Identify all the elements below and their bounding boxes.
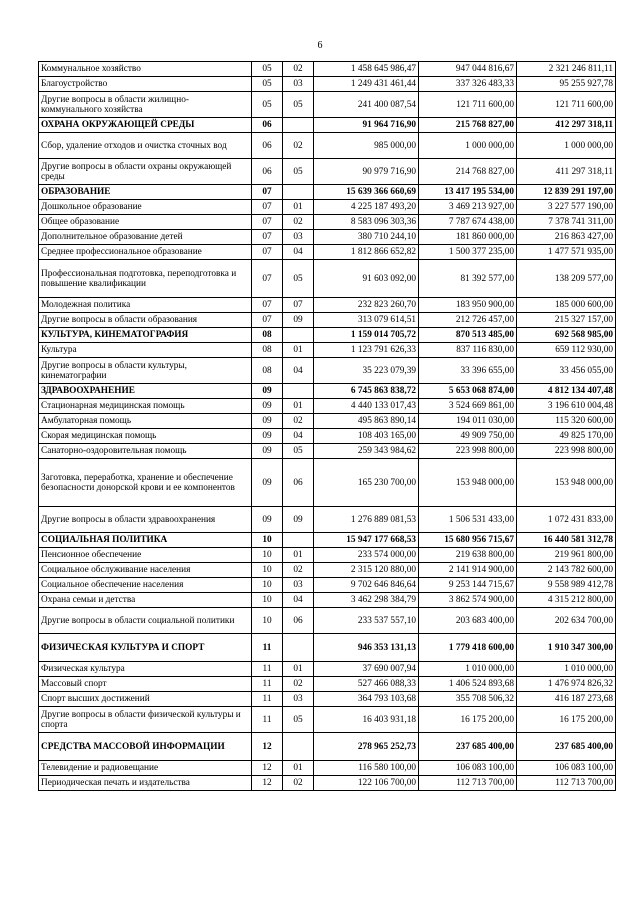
- amount-cell-1: 495 863 890,14: [314, 414, 419, 429]
- row-name-cell: Социальное обслуживание населения: [39, 563, 252, 578]
- amount-cell-1: 313 079 614,51: [314, 313, 419, 328]
- section-code-cell: 07: [252, 245, 283, 260]
- subsection-code-cell: 04: [283, 358, 314, 384]
- amount-cell-3: 1 010 000,00: [517, 662, 616, 677]
- table-row: [39, 313, 616, 328]
- amount-cell-3: 95 255 927,78: [517, 77, 616, 92]
- amount-cell-3: 1 072 431 833,00: [517, 507, 616, 533]
- amount-cell-1: 35 223 079,39: [314, 358, 419, 384]
- section-row: [39, 533, 616, 548]
- section-code-cell: 12: [252, 733, 283, 761]
- section-code-cell: 09: [252, 414, 283, 429]
- row-name-cell: Другие вопросы в области культуры, кинематографии: [39, 358, 252, 384]
- row-name-cell: Санаторно-оздоровительная помощь: [39, 444, 252, 459]
- table-row: [39, 133, 616, 159]
- table-row: [39, 548, 616, 563]
- amount-cell-1: 4 225 187 493,20: [314, 200, 419, 215]
- row-name-cell: Охрана семьи и детства: [39, 593, 252, 608]
- subsection-code-cell: 02: [283, 133, 314, 159]
- amount-cell-2: 106 083 100,00: [419, 761, 517, 776]
- amount-cell-1: 91 603 092,00: [314, 260, 419, 298]
- amount-cell-3: 138 209 577,00: [517, 260, 616, 298]
- table-row: [39, 459, 616, 507]
- table-row: [39, 608, 616, 634]
- row-name-cell: ФИЗИЧЕСКАЯ КУЛЬТУРА И СПОРТ: [39, 634, 252, 662]
- amount-cell-2: 947 044 816,67: [419, 62, 517, 77]
- subsection-code-cell: 05: [283, 260, 314, 298]
- row-name-cell: Другие вопросы в области физической культуры и спорта: [39, 707, 252, 733]
- subsection-code-cell: [283, 118, 314, 133]
- subsection-code-cell: 04: [283, 593, 314, 608]
- row-name-cell: Спорт высших достижений: [39, 692, 252, 707]
- amount-cell-1: 8 583 096 303,36: [314, 215, 419, 230]
- section-code-cell: 11: [252, 677, 283, 692]
- amount-cell-1: 1 159 014 705,72: [314, 328, 419, 343]
- subsection-code-cell: [283, 384, 314, 399]
- amount-cell-3: 12 839 291 197,00: [517, 185, 616, 200]
- section-code-cell: 10: [252, 548, 283, 563]
- amount-cell-3: 3 196 610 004,48: [517, 399, 616, 414]
- row-name-cell: СОЦИАЛЬНАЯ ПОЛИТИКА: [39, 533, 252, 548]
- amount-cell-1: 232 823 260,70: [314, 298, 419, 313]
- amount-cell-3: 202 634 700,00: [517, 608, 616, 634]
- table-row: [39, 92, 616, 118]
- amount-cell-1: 2 315 120 880,00: [314, 563, 419, 578]
- subsection-code-cell: 01: [283, 662, 314, 677]
- subsection-code-cell: 02: [283, 414, 314, 429]
- amount-cell-3: 4 812 134 407,48: [517, 384, 616, 399]
- amount-cell-1: 15 947 177 668,53: [314, 533, 419, 548]
- amount-cell-2: 3 524 669 861,00: [419, 399, 517, 414]
- subsection-code-cell: 07: [283, 298, 314, 313]
- amount-cell-2: 183 950 900,00: [419, 298, 517, 313]
- amount-cell-2: 215 768 827,00: [419, 118, 517, 133]
- table-row: [39, 343, 616, 358]
- amount-cell-2: 153 948 000,00: [419, 459, 517, 507]
- amount-cell-3: 16 440 581 312,78: [517, 533, 616, 548]
- amount-cell-2: 181 860 000,00: [419, 230, 517, 245]
- amount-cell-1: 1 812 866 652,82: [314, 245, 419, 260]
- amount-cell-3: 2 143 782 600,00: [517, 563, 616, 578]
- row-name-cell: Общее образование: [39, 215, 252, 230]
- subsection-code-cell: 01: [283, 399, 314, 414]
- amount-cell-2: 1 500 377 235,00: [419, 245, 517, 260]
- subsection-code-cell: 03: [283, 77, 314, 92]
- amount-cell-1: 108 403 165,00: [314, 429, 419, 444]
- subsection-code-cell: [283, 185, 314, 200]
- amount-cell-2: 1 406 524 893,68: [419, 677, 517, 692]
- amount-cell-3: 185 000 600,00: [517, 298, 616, 313]
- amount-cell-1: 4 440 133 017,43: [314, 399, 419, 414]
- section-code-cell: 07: [252, 298, 283, 313]
- table-row: [39, 414, 616, 429]
- table-row: [39, 662, 616, 677]
- section-code-cell: 09: [252, 429, 283, 444]
- subsection-code-cell: 05: [283, 92, 314, 118]
- subsection-code-cell: 06: [283, 459, 314, 507]
- amount-cell-2: 81 392 577,00: [419, 260, 517, 298]
- table-row: [39, 761, 616, 776]
- row-name-cell: Другие вопросы в области жилищно-коммунального хозяйства: [39, 92, 252, 118]
- subsection-code-cell: 03: [283, 578, 314, 593]
- row-name-cell: Коммунальное хозяйство: [39, 62, 252, 77]
- row-name-cell: Амбулаторная помощь: [39, 414, 252, 429]
- amount-cell-3: 659 112 930,00: [517, 343, 616, 358]
- amount-cell-1: 380 710 244,10: [314, 230, 419, 245]
- section-code-cell: 07: [252, 230, 283, 245]
- amount-cell-1: 1 249 431 461,44: [314, 77, 419, 92]
- budget-table: [38, 61, 616, 791]
- amount-cell-3: 153 948 000,00: [517, 459, 616, 507]
- section-row: [39, 328, 616, 343]
- row-name-cell: Сбор, удаление отходов и очистка сточных вод: [39, 133, 252, 159]
- section-code-cell: 05: [252, 62, 283, 77]
- amount-cell-1: 122 106 700,00: [314, 776, 419, 791]
- amount-cell-3: 1 000 000,00: [517, 133, 616, 159]
- row-name-cell: Телевидение и радиовещание: [39, 761, 252, 776]
- amount-cell-3: 4 315 212 800,00: [517, 593, 616, 608]
- table-row: [39, 707, 616, 733]
- table-row: [39, 260, 616, 298]
- row-name-cell: Дошкольное образование: [39, 200, 252, 215]
- subsection-code-cell: 02: [283, 677, 314, 692]
- section-code-cell: 10: [252, 578, 283, 593]
- amount-cell-3: 1 910 347 300,00: [517, 634, 616, 662]
- table-row: [39, 507, 616, 533]
- amount-cell-1: 90 979 716,90: [314, 159, 419, 185]
- amount-cell-2: 121 711 600,00: [419, 92, 517, 118]
- row-name-cell: Благоустройство: [39, 77, 252, 92]
- row-name-cell: Социальное обеспечение населения: [39, 578, 252, 593]
- subsection-code-cell: 01: [283, 200, 314, 215]
- section-code-cell: 09: [252, 399, 283, 414]
- table-row: [39, 677, 616, 692]
- row-name-cell: Профессиональная подготовка, переподготовка и повышение квалификации: [39, 260, 252, 298]
- amount-cell-2: 337 326 483,33: [419, 77, 517, 92]
- section-code-cell: 06: [252, 133, 283, 159]
- amount-cell-3: 33 456 055,00: [517, 358, 616, 384]
- section-code-cell: 07: [252, 260, 283, 298]
- subsection-code-cell: 02: [283, 62, 314, 77]
- section-code-cell: 07: [252, 313, 283, 328]
- amount-cell-1: 233 574 000,00: [314, 548, 419, 563]
- amount-cell-1: 946 353 131,13: [314, 634, 419, 662]
- section-code-cell: 10: [252, 533, 283, 548]
- amount-cell-1: 1 458 645 986,47: [314, 62, 419, 77]
- row-name-cell: Другие вопросы в области образования: [39, 313, 252, 328]
- section-code-cell: 08: [252, 343, 283, 358]
- amount-cell-3: 9 558 989 412,78: [517, 578, 616, 593]
- table-row: [39, 593, 616, 608]
- amount-cell-2: 2 141 914 900,00: [419, 563, 517, 578]
- amount-cell-3: 49 825 170,00: [517, 429, 616, 444]
- table-row: [39, 399, 616, 414]
- section-code-cell: 08: [252, 328, 283, 343]
- amount-cell-2: 15 680 956 715,67: [419, 533, 517, 548]
- amount-cell-2: 223 998 800,00: [419, 444, 517, 459]
- amount-cell-3: 121 711 600,00: [517, 92, 616, 118]
- section-code-cell: 09: [252, 444, 283, 459]
- section-code-cell: 12: [252, 761, 283, 776]
- subsection-code-cell: 02: [283, 215, 314, 230]
- section-row: [39, 634, 616, 662]
- row-name-cell: ЗДРАВООХРАНЕНИЕ: [39, 384, 252, 399]
- section-code-cell: 11: [252, 707, 283, 733]
- amount-cell-3: 215 327 157,00: [517, 313, 616, 328]
- row-name-cell: Другие вопросы в области социальной политики: [39, 608, 252, 634]
- amount-cell-3: 692 568 985,00: [517, 328, 616, 343]
- subsection-code-cell: 04: [283, 245, 314, 260]
- amount-cell-3: 219 961 800,00: [517, 548, 616, 563]
- amount-cell-1: 37 690 007,94: [314, 662, 419, 677]
- section-code-cell: 06: [252, 159, 283, 185]
- subsection-code-cell: 05: [283, 707, 314, 733]
- row-name-cell: Периодическая печать и издательства: [39, 776, 252, 791]
- amount-cell-3: 237 685 400,00: [517, 733, 616, 761]
- subsection-code-cell: 03: [283, 692, 314, 707]
- amount-cell-2: 13 417 195 534,00: [419, 185, 517, 200]
- section-code-cell: 08: [252, 358, 283, 384]
- row-name-cell: Пенсионное обеспечение: [39, 548, 252, 563]
- row-name-cell: Скорая медицинская помощь: [39, 429, 252, 444]
- table-row: [39, 159, 616, 185]
- row-name-cell: Стационарная медицинская помощь: [39, 399, 252, 414]
- amount-cell-2: 16 175 200,00: [419, 707, 517, 733]
- section-code-cell: 07: [252, 185, 283, 200]
- section-code-cell: 09: [252, 459, 283, 507]
- section-code-cell: 10: [252, 593, 283, 608]
- amount-cell-2: 237 685 400,00: [419, 733, 517, 761]
- amount-cell-2: 212 726 457,00: [419, 313, 517, 328]
- row-name-cell: Молодежная политика: [39, 298, 252, 313]
- amount-cell-3: 1 477 571 935,00: [517, 245, 616, 260]
- table-row: [39, 429, 616, 444]
- amount-cell-2: 3 469 213 927,00: [419, 200, 517, 215]
- subsection-code-cell: 03: [283, 230, 314, 245]
- row-name-cell: Физическая культура: [39, 662, 252, 677]
- amount-cell-3: 7 378 741 311,00: [517, 215, 616, 230]
- amount-cell-3: 416 187 273,68: [517, 692, 616, 707]
- amount-cell-1: 527 466 088,33: [314, 677, 419, 692]
- section-code-cell: 10: [252, 608, 283, 634]
- amount-cell-3: 112 713 700,00: [517, 776, 616, 791]
- amount-cell-1: 165 230 700,00: [314, 459, 419, 507]
- subsection-code-cell: 04: [283, 429, 314, 444]
- amount-cell-2: 214 768 827,00: [419, 159, 517, 185]
- section-code-cell: 10: [252, 563, 283, 578]
- amount-cell-2: 219 638 800,00: [419, 548, 517, 563]
- amount-cell-2: 3 862 574 900,00: [419, 593, 517, 608]
- amount-cell-1: 3 462 298 384,79: [314, 593, 419, 608]
- amount-cell-3: 2 321 246 811,11: [517, 62, 616, 77]
- amount-cell-3: 223 998 800,00: [517, 444, 616, 459]
- amount-cell-3: 3 227 577 190,00: [517, 200, 616, 215]
- amount-cell-2: 1 779 418 600,00: [419, 634, 517, 662]
- table-row: [39, 692, 616, 707]
- row-name-cell: ОБРАЗОВАНИЕ: [39, 185, 252, 200]
- subsection-code-cell: 01: [283, 761, 314, 776]
- section-code-cell: 07: [252, 215, 283, 230]
- section-code-cell: 11: [252, 662, 283, 677]
- subsection-code-cell: 01: [283, 343, 314, 358]
- subsection-code-cell: 09: [283, 313, 314, 328]
- subsection-code-cell: 09: [283, 507, 314, 533]
- subsection-code-cell: [283, 634, 314, 662]
- section-code-cell: 11: [252, 634, 283, 662]
- row-name-cell: Среднее профессиональное образование: [39, 245, 252, 260]
- row-name-cell: Дополнительное образование детей: [39, 230, 252, 245]
- amount-cell-1: 16 403 931,18: [314, 707, 419, 733]
- amount-cell-1: 278 965 252,73: [314, 733, 419, 761]
- table-row: [39, 230, 616, 245]
- amount-cell-2: 112 713 700,00: [419, 776, 517, 791]
- subsection-code-cell: 05: [283, 159, 314, 185]
- subsection-code-cell: 02: [283, 563, 314, 578]
- section-code-cell: 11: [252, 692, 283, 707]
- subsection-code-cell: 01: [283, 548, 314, 563]
- section-code-cell: 05: [252, 92, 283, 118]
- amount-cell-1: 1 123 791 626,33: [314, 343, 419, 358]
- table-row: [39, 298, 616, 313]
- budget-table-body: [39, 62, 616, 791]
- amount-cell-3: 411 297 318,11: [517, 159, 616, 185]
- row-name-cell: Другие вопросы в области охраны окружающей среды: [39, 159, 252, 185]
- amount-cell-2: 870 513 485,00: [419, 328, 517, 343]
- amount-cell-3: 106 083 100,00: [517, 761, 616, 776]
- table-row: [39, 578, 616, 593]
- subsection-code-cell: [283, 328, 314, 343]
- amount-cell-1: 364 793 103,68: [314, 692, 419, 707]
- amount-cell-3: 115 320 600,00: [517, 414, 616, 429]
- table-row: [39, 62, 616, 77]
- table-row: [39, 776, 616, 791]
- amount-cell-2: 1 010 000,00: [419, 662, 517, 677]
- amount-cell-2: 49 909 750,00: [419, 429, 517, 444]
- subsection-code-cell: [283, 533, 314, 548]
- section-code-cell: 07: [252, 200, 283, 215]
- amount-cell-2: 194 011 030,00: [419, 414, 517, 429]
- amount-cell-2: 33 396 655,00: [419, 358, 517, 384]
- row-name-cell: СРЕДСТВА МАССОВОЙ ИНФОРМАЦИИ: [39, 733, 252, 761]
- amount-cell-1: 6 745 863 838,72: [314, 384, 419, 399]
- row-name-cell: Заготовка, переработка, хранение и обеспечение безопасности донорской крови и ее компонентов: [39, 459, 252, 507]
- subsection-code-cell: [283, 733, 314, 761]
- row-name-cell: Культура: [39, 343, 252, 358]
- amount-cell-1: 116 580 100,00: [314, 761, 419, 776]
- table-row: [39, 77, 616, 92]
- amount-cell-2: 7 787 674 438,00: [419, 215, 517, 230]
- table-row: [39, 215, 616, 230]
- section-code-cell: 12: [252, 776, 283, 791]
- section-code-cell: 09: [252, 384, 283, 399]
- amount-cell-2: 1 000 000,00: [419, 133, 517, 159]
- amount-cell-1: 1 276 889 081,53: [314, 507, 419, 533]
- amount-cell-1: 985 000,00: [314, 133, 419, 159]
- table-row: [39, 200, 616, 215]
- amount-cell-3: 216 863 427,00: [517, 230, 616, 245]
- section-row: [39, 733, 616, 761]
- section-code-cell: 05: [252, 77, 283, 92]
- amount-cell-2: 203 683 400,00: [419, 608, 517, 634]
- amount-cell-2: 355 708 506,32: [419, 692, 517, 707]
- section-row: [39, 384, 616, 399]
- page-number: 6: [317, 40, 323, 51]
- subsection-code-cell: 06: [283, 608, 314, 634]
- amount-cell-2: 837 116 830,00: [419, 343, 517, 358]
- amount-cell-1: 233 537 557,10: [314, 608, 419, 634]
- section-code-cell: 09: [252, 507, 283, 533]
- table-row: [39, 444, 616, 459]
- amount-cell-3: 16 175 200,00: [517, 707, 616, 733]
- amount-cell-1: 259 343 984,62: [314, 444, 419, 459]
- amount-cell-2: 5 653 068 874,00: [419, 384, 517, 399]
- row-name-cell: ОХРАНА ОКРУЖАЮЩЕЙ СРЕДЫ: [39, 118, 252, 133]
- table-row: [39, 358, 616, 384]
- amount-cell-2: 1 506 531 433,00: [419, 507, 517, 533]
- row-name-cell: Массовый спорт: [39, 677, 252, 692]
- table-row: [39, 563, 616, 578]
- amount-cell-2: 9 253 144 715,67: [419, 578, 517, 593]
- section-code-cell: 06: [252, 118, 283, 133]
- amount-cell-3: 412 297 318,11: [517, 118, 616, 133]
- amount-cell-1: 241 400 087,54: [314, 92, 419, 118]
- subsection-code-cell: 05: [283, 444, 314, 459]
- amount-cell-1: 9 702 646 846,64: [314, 578, 419, 593]
- amount-cell-3: 1 476 974 826,32: [517, 677, 616, 692]
- subsection-code-cell: 02: [283, 776, 314, 791]
- amount-cell-1: 15 639 366 660,69: [314, 185, 419, 200]
- amount-cell-1: 91 964 716,90: [314, 118, 419, 133]
- section-row: [39, 185, 616, 200]
- row-name-cell: Другие вопросы в области здравоохранения: [39, 507, 252, 533]
- table-row: [39, 245, 616, 260]
- section-row: [39, 118, 616, 133]
- row-name-cell: КУЛЬТУРА, КИНЕМАТОГРАФИЯ: [39, 328, 252, 343]
